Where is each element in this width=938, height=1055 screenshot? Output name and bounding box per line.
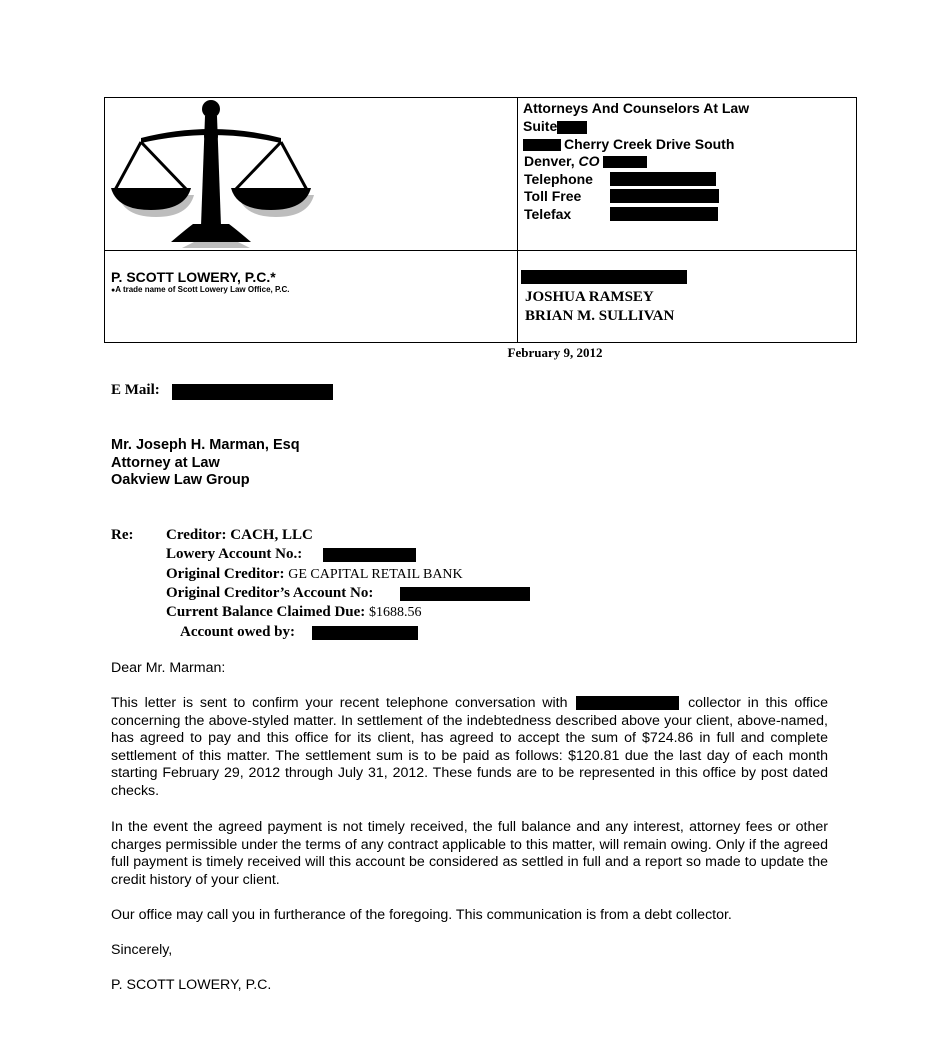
firm-name: P. SCOTT LOWERY, P.C.* — [111, 269, 276, 285]
paragraph-settlement — [111, 695, 828, 801]
redaction-owed-by — [312, 626, 418, 640]
redaction-toll-free — [610, 189, 719, 203]
redaction-attorney-1 — [521, 270, 687, 284]
recipient-title: Attorney at Law — [111, 455, 220, 471]
re-balance — [166, 604, 422, 621]
paragraph-default-terms: In the event the agreed payment is not timely received, the full balance and any interest, attorney fees or other charges permissible under the terms of any contract applicable to this matter, will remain owing. Only if the agreed full payment is timely received will this account be considered as settled in full and a report so made to update the credit history of your client. — [111, 819, 828, 888]
redaction-street-number — [523, 139, 561, 151]
paragraph-settlement-start: This letter is sent to confirm your recent telephone conversation with — [111, 695, 568, 711]
redaction-email — [172, 384, 333, 400]
salutation: Dear Mr. Marman: — [111, 660, 226, 676]
street-name: Cherry Creek Drive South — [564, 136, 735, 152]
address-telefax — [524, 206, 571, 223]
city: Denver, — [524, 153, 575, 169]
state: CO — [578, 153, 600, 169]
redaction-zip — [603, 156, 647, 168]
telefax-label: Telefax — [524, 206, 572, 222]
address-telephone — [524, 171, 593, 188]
letterhead-divider-horizontal — [105, 250, 856, 251]
re-label: Re: — [111, 527, 134, 543]
original-account-label: Original Creditor’s Account No: — [166, 585, 374, 601]
re-creditor — [166, 527, 313, 544]
paragraph-settlement-rest: collector in this office concerning the above-styled matter. In settlement of the indebtedness described above your client, above-named, has agreed to pay and this office for its client, has agreed to accept the sum of $724.86 in full and complete settlement of this matter. The settlement sum is to be paid as follows: $120.81 due the last day of each month starting February 29, 2012 through July 31, 2012. These funds are to be represented in this office by post dated checks. — [111, 695, 828, 799]
scales-of-justice-icon — [111, 98, 321, 248]
email-label: E Mail: — [111, 382, 160, 398]
creditor-label: Creditor: — [166, 527, 227, 543]
letterhead — [104, 97, 857, 343]
redaction-telefax — [610, 207, 718, 221]
address-toll-free — [524, 188, 581, 205]
signature: P. SCOTT LOWERY, P.C. — [111, 977, 272, 993]
balance-value: $1688.56 — [369, 605, 422, 620]
recipient-org: Oakview Law Group — [111, 472, 250, 488]
redaction-lowery-account — [323, 548, 416, 562]
attorney-name: BRIAN M. SULLIVAN — [525, 308, 675, 324]
redaction-suite — [557, 121, 587, 134]
suite-label: Suite — [523, 118, 558, 134]
email-line — [111, 382, 160, 399]
address-suite — [523, 118, 587, 135]
recipient-name: Mr. Joseph H. Marman, Esq — [111, 437, 300, 453]
redaction-telephone — [610, 172, 716, 186]
address-city — [524, 153, 647, 170]
balance-label: Current Balance Claimed Due: — [166, 604, 366, 620]
re-original-account — [166, 585, 373, 602]
paragraph-disclosure: Our office may call you in furtherance of the foregoing. This communication is from a debt collector. — [111, 907, 732, 923]
original-creditor-value: GE CAPITAL RETAIL BANK — [288, 567, 463, 582]
telephone-label: Telephone — [524, 171, 593, 187]
re-owed-by — [180, 624, 295, 641]
closing: Sincerely, — [111, 942, 173, 958]
original-creditor-label: Original Creditor: — [166, 566, 285, 582]
re-lowery-account — [166, 546, 302, 563]
redaction-original-account — [400, 587, 530, 601]
firm-note-text: A trade name of Scott Lowery Law Office, P.C. — [115, 285, 290, 294]
toll-free-label: Toll Free — [524, 188, 582, 204]
firm-note: ●A trade name of Scott Lowery Law Office, P.C. — [111, 285, 290, 294]
letter-date: February 9, 2012 — [507, 345, 603, 360]
redaction-collector-name — [576, 696, 679, 710]
letterhead-divider-vertical — [517, 98, 518, 342]
address-line-1: Attorneys And Counselors At Law — [523, 100, 750, 116]
creditor-value: CACH, LLC — [230, 527, 313, 543]
attorney-name: JOSHUA RAMSEY — [525, 289, 654, 305]
address-street — [523, 136, 734, 153]
re-original-creditor — [166, 566, 463, 583]
lowery-account-label: Lowery Account No.: — [166, 546, 303, 562]
owed-by-label: Account owed by: — [180, 624, 295, 640]
